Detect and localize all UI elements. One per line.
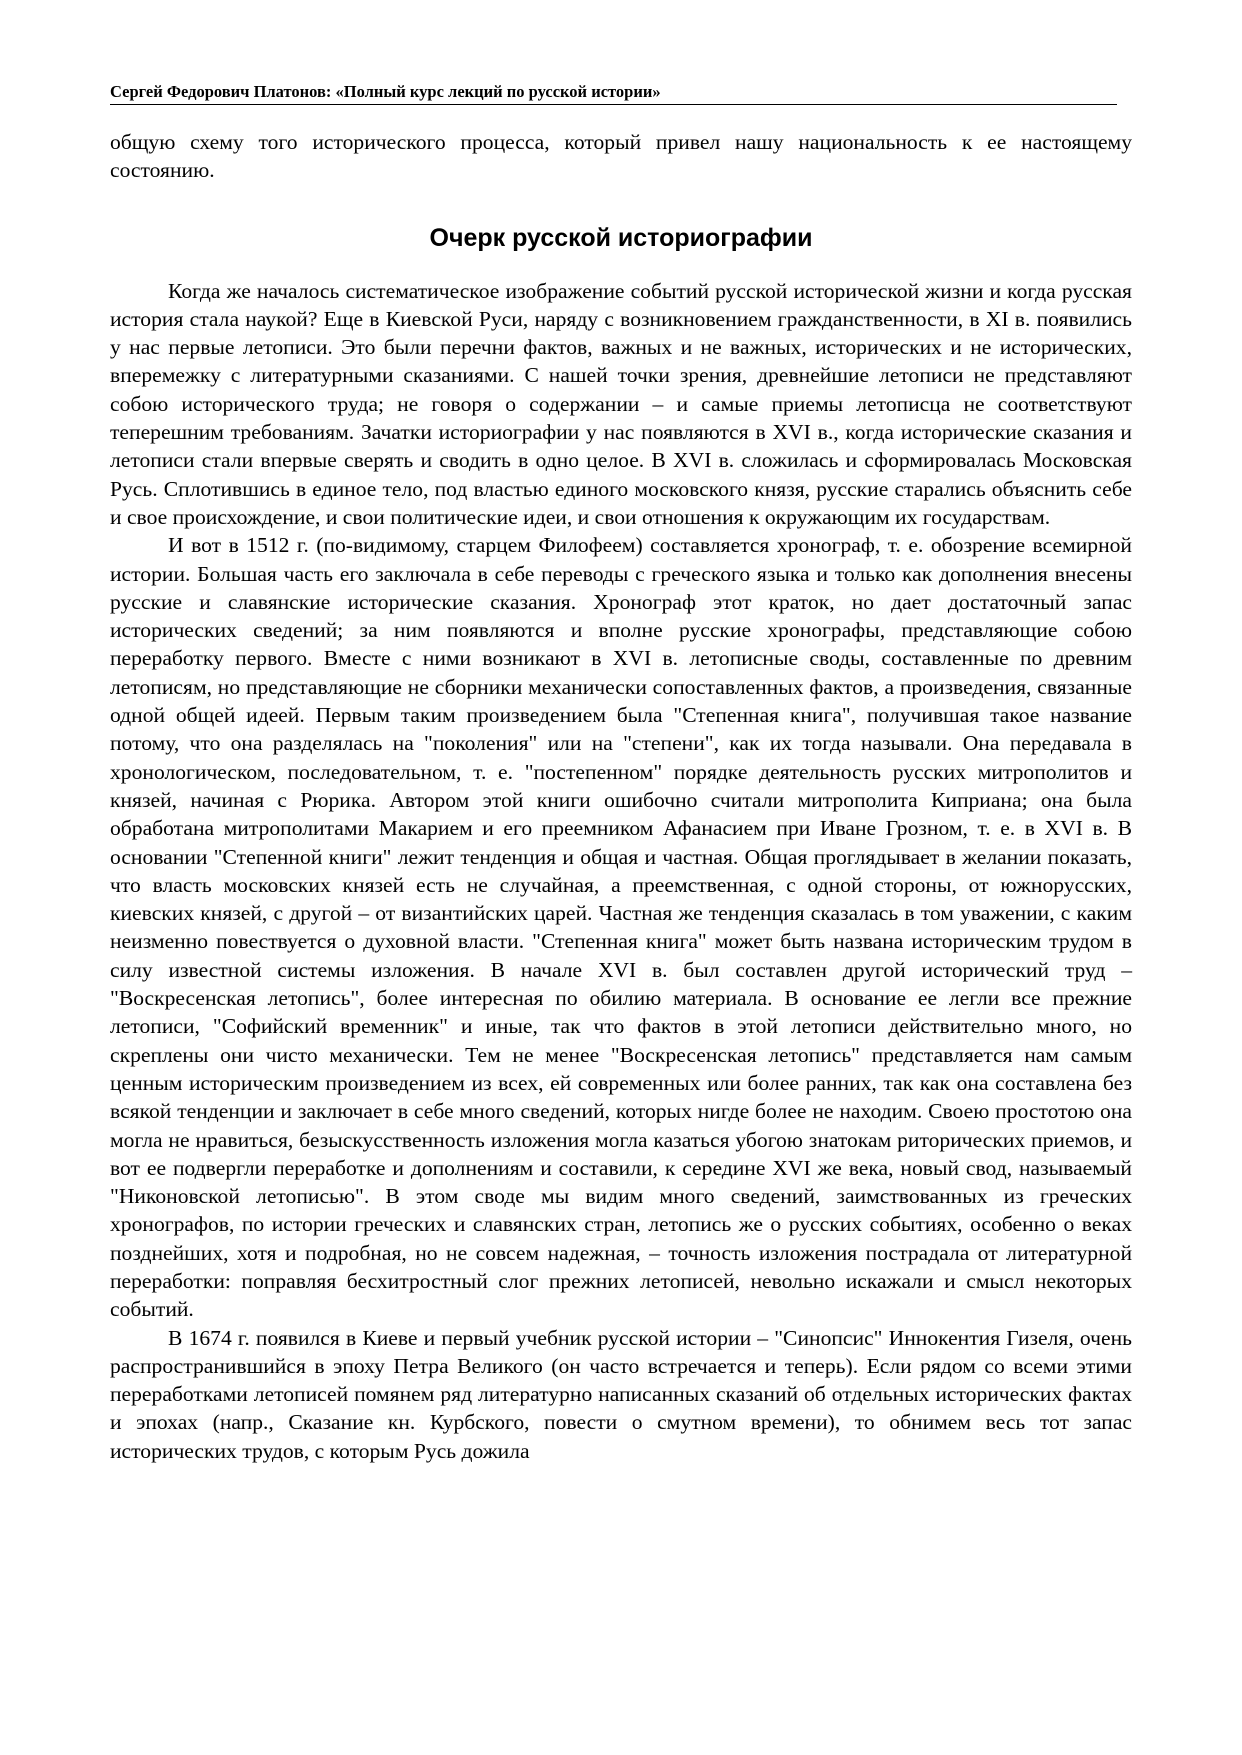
header-rule — [110, 104, 1117, 105]
running-header-title: Сергей Федорович Платонов: «Полный курс лекций по русской истории» — [110, 82, 661, 101]
body-paragraph: И вот в 1512 г. (по-видимому, старцем Филофеем) составляется хронограф, т. е. обозрение всемирной истории. Большая часть его заключала в себе переводы с греческого языка и только как дополнения внесены русские и славянские исторические сказания. Хронограф этот краток, но дает достаточный запас исторических сведений; за ним появляются и вполне русские хронографы, представляющие собою переработку первого. Вместе с ними возникают в XVI в. летописные своды, составленные по древним летописям, но представляющие не сборники механически сопоставленных фактов, а произведения, связанные одной общей идеей. Первым таким произведением была "Степенная книга", получившая такое название потому, что она разделялась на "поколения" или на "степени", как их тогда называли. Она передавала в хронологическом, последовательном, т. е. "постепенном" порядке деятельность русских митрополитов и князей, начиная с Рюрика. Автором этой книги ошибочно считали митрополита Киприана; она была обработана митрополитами Макарием и его преемником Афанасием при Иване Грозном, т. е. в XVI в. В основании "Степенной книги" лежит тенденция и общая и частная. Общая проглядывает в желании показать, что власть московских князей есть не случайная, а преемственная, с одной стороны, от южнорусских, киевских князей, с другой – от византийских царей. Частная же тенденция сказалась в том уважении, с каким неизменно повествуется о духовной власти. "Степенная книга" может быть названа историческим трудом в силу известной системы изложения. В начале XVI в. был составлен другой исторический труд – "Воскресенская летопись", более интересная по обилию материала. В основание ее легли все прежние летописи, "Софийский временник" и иные, так что фактов в этой летописи действительно много, но скреплены они чисто механически. Тем не менее "Воскресенская летопись" представляется нам самым ценным историческим произведением из всех, ей современных или более ранних, так как она составлена без всякой тенденции и заключает в себе много сведений, которых нигде более не находим. Своею простотою она могла не нравиться, безыскусственность изложения могла казаться убогою знатокам риторических приемов, и вот ее подвергли переработке и дополнениям и составили, к середине XVI же века, новый свод, называемый "Никоновской летописью". В этом своде мы видим много сведений, заимствованных из греческих хронографов, по истории греческих и славянских стран, летопись же о русских событиях, особенно о веках позднейших, хотя и подробная, но не совсем надежная, – точность изложения пострадала от литературной переработки: поправляя бесхитростный слог прежних летописей, невольно искажали и смысл некоторых событий. — [110, 533, 1132, 1322]
body-paragraph: Когда же началось систематическое изображение событий русской исторической жизни и когда русская история стала наукой? Еще в Киевской Руси, наряду с возникновением гражданственности, в XI в. появились у нас первые летописи. Это были перечни фактов, важных и не важных, исторических и не исторических, вперемежку с литературными сказаниями. С нашей точки зрения, древнейшие летописи не представляют собою исторического труда; не говоря о содержании – и самые приемы летописца не соответствуют теперешним требованиям. Зачатки историографии у нас появляются в XVI в., когда исторические сказания и летописи стали впервые сверять и сводить в одно целое. В XVI в. сложилась и сформировалась Московская Русь. Сплотившись в единое тело, под властью единого московского князя, русские старались объяснить себе и свое происхождение, и свои политические идеи, и свои отношения к окружающим их государствам. — [110, 278, 1132, 529]
page-body — [110, 128, 1132, 1465]
section-title: Очерк русской историографии — [429, 223, 813, 252]
body-paragraph: В 1674 г. появился в Киеве и первый учебник русской истории – "Синопсис" Иннокентия Гизеля, очень распространившийся в эпоху Петра Великого (он часто встречается и теперь). Если рядом со всеми этими переработками летописей помянем ряд литературно написанных сказаний об отдельных исторических фактах и эпохах (напр., Сказание кн. Курбского, повести о смутном времени), то обнимем весь тот запас исторических трудов, с которым Русь дожила — [110, 1325, 1132, 1463]
intro-paragraph: общую схему того исторического процесса, который привел нашу национальность к ее настоящему состоянию. — [110, 130, 1132, 183]
